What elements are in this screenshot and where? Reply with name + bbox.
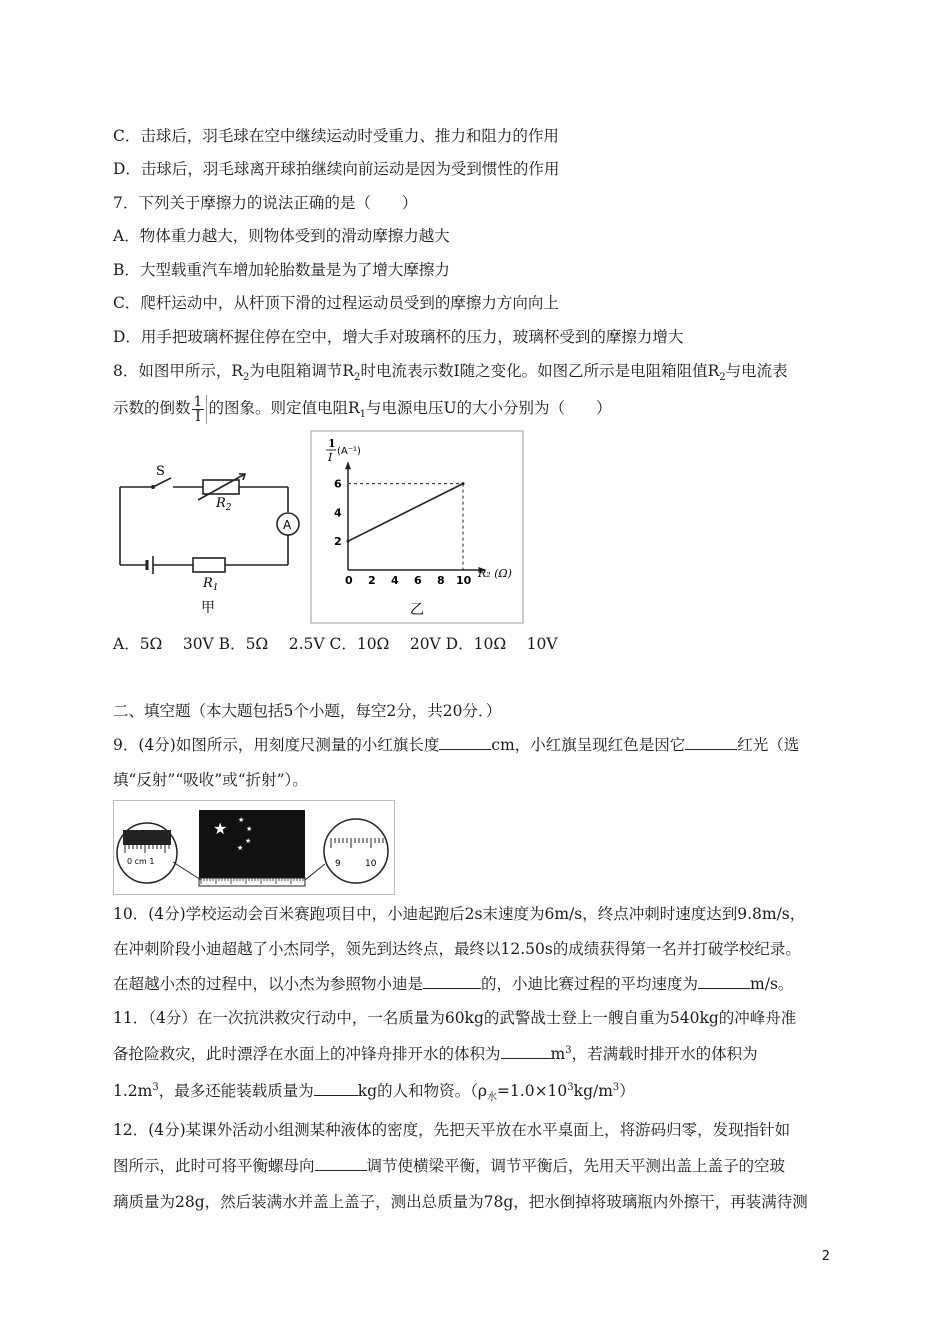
fraction-numerator: 1 [193, 393, 203, 410]
flag-small-star-4: ★ [237, 844, 244, 852]
r2-label-sub: 2 [225, 503, 232, 513]
q9-blank-1[interactable] [439, 735, 491, 750]
data-point-1 [462, 482, 465, 485]
q11-line3-sub: 水 [486, 1092, 497, 1104]
r1-label-letter: R [203, 576, 213, 591]
r1-label-sub: 1 [212, 583, 219, 593]
q10-line1: 10．(4分)学校运动会百米赛跑项目中，小迪起跑后2s末速度为6m/s，终点冲刺时速度达到9.8m/s， [113, 905, 806, 923]
flag-ruler-figure [113, 800, 395, 895]
q10-blank-1[interactable] [423, 974, 481, 989]
flag-small-star-1: ★ [238, 816, 245, 824]
right-magnifier-label-9: 9 [335, 859, 341, 869]
circuit-caption: 甲 [201, 600, 215, 616]
ammeter-label: A [283, 518, 292, 532]
q11-line3-text-d: =1.0×10 [496, 1082, 568, 1100]
x-tick-label-4: 4 [391, 574, 399, 587]
q7-stem: 7．下列关于摩擦力的说法正确的是（ ） [113, 194, 418, 212]
q7-option-a: A．物体重力越大，则物体受到的滑动摩擦力越大 [113, 227, 450, 245]
circuit-diagram [113, 432, 303, 622]
q10-text-b: 的，小迪比赛过程的平均速度为 [481, 975, 699, 993]
page-number: 2 [821, 1249, 830, 1264]
q8-line2-text-a: 示数的倒数 [113, 399, 191, 417]
q11-line3-text-b: ，最多还能装载质量为 [158, 1082, 314, 1100]
q11-line2-text-a: 备抢险救灾，此时漂浮在水面上的冲锋舟排开水的体积为 [113, 1045, 501, 1063]
q10-line3 [113, 974, 793, 994]
q8-sub-c: 2 [719, 372, 726, 384]
graph-caption: 乙 [410, 602, 424, 618]
q12-text-a: 图所示，此时可将平衡螺母向 [113, 1157, 315, 1175]
q8-text-b: 为电阻箱调节R [249, 362, 355, 380]
q11-line2 [113, 1044, 758, 1064]
q11-line3 [113, 1081, 635, 1104]
q11-line1: 11．（4分）在一次抗洪救灾行动中，一名质量为60kg的武警战士登上一艘自重为540kg的冲峰舟准 [113, 1009, 797, 1027]
q10-blank-2[interactable] [698, 974, 750, 989]
q11-line2-text-c: ，若满载时排开水的体积为 [571, 1045, 758, 1063]
q8-text-c: 时电流表示数I随之变化。如图乙所示是电阻箱阻值R [360, 362, 720, 380]
q9-text-a: 9．(4分)如图所示，用刻度尺测量的小红旗长度 [113, 736, 440, 754]
flag-small-star-2: ★ [246, 825, 253, 833]
q6-option-c: C．击球后，羽毛球在空中继续运动时受重力、推力和阻力的作用 [113, 127, 559, 145]
q12-text-b: 调节使横梁平衡，调节平衡后，先用天平测出盖上盖子的空玻 [366, 1157, 786, 1175]
switch-pivot [151, 485, 155, 489]
section-2-heading: 二、填空题（本大题包括5个小题，每空2分，共20分．） [113, 702, 502, 720]
q9-line2: 填“反射”“吸收”或“折射”）。 [113, 771, 308, 789]
switch-label: S [156, 464, 165, 479]
resistance-graph [310, 430, 525, 625]
q8-line2-text-b: 的图象。则定值电阻R [208, 399, 360, 417]
q8-text-d: 与电流表 [725, 362, 788, 380]
q12-blank-1[interactable] [315, 1156, 367, 1171]
q8-line2-text-c: 与电源电压U的大小分别为（ ） [365, 399, 612, 417]
q11-line2-text-b: m [550, 1045, 566, 1063]
x-tick-label-2: 2 [368, 574, 376, 587]
q12-line3: 璃质量为28g，然后装满水并盖上盖子，测出总质量为78g，把水倒掉将玻璃瓶内外擦干，再装满待测 [113, 1193, 808, 1211]
right-magnifier-label-10: 10 [365, 859, 377, 869]
left-magnifier-flag-edge [123, 830, 171, 845]
q8-stem-line2 [113, 392, 612, 424]
x-tick-label-10: 10 [456, 574, 472, 587]
r1-label [202, 576, 219, 593]
q8-line2-sub: 1 [359, 409, 366, 421]
y-unit-label: (A⁻¹) [337, 446, 361, 457]
q7-option-c: C．爬杆运动中，从杆顶下滑的过程运动员受到的摩擦力方向向上 [113, 294, 559, 312]
x-tick-label-8: 8 [437, 574, 445, 587]
q11-line3-sup-2: 3 [567, 1081, 574, 1093]
y-tick-label-2: 2 [334, 535, 342, 549]
q11-line2-sup: 3 [565, 1044, 572, 1056]
q9-blank-2[interactable] [685, 735, 737, 750]
x-tick-label-0: 0 [345, 574, 353, 587]
y-tick-label-4: 4 [334, 506, 342, 520]
y-tick-label-6: 6 [334, 477, 342, 491]
fraction-denominator: I [195, 408, 201, 425]
q8-sub-a: 2 [243, 372, 250, 384]
q9-text-c: 红光（选 [737, 736, 800, 754]
flag-small-star-3: ★ [245, 837, 252, 845]
q11-line3-text-e: kg/m [573, 1082, 613, 1100]
y-label-numerator: 1 [328, 437, 336, 450]
q6-option-d: D．击球后，羽毛球离开球拍继续向前运动是因为受到惯性的作用 [113, 160, 560, 178]
q7-option-d: D．用手把玻璃杯握住停在空中，增大手对玻璃杯的压力，玻璃杯受到的摩擦力增大 [113, 328, 684, 346]
q11-line3-sup-3: 3 [612, 1081, 620, 1093]
flag-big-star: ★ [213, 819, 228, 838]
q9-text-b: cm，小红旗呈现红色是因它 [491, 736, 686, 754]
x-axis-label: R₂ (Ω) [478, 567, 512, 580]
q10-text-c: m/s。 [750, 975, 794, 993]
r2-label [215, 496, 232, 513]
q8-stem-line1 [113, 361, 788, 384]
q12-line1: 12．(4分)某课外活动小组测某种液体的密度，先把天平放在水平桌面上，将游码归零，发现指针如 [113, 1121, 791, 1139]
q11-line3-text-a: 1.2m [113, 1082, 153, 1100]
q8-sub-b: 2 [354, 372, 361, 384]
q11-line3-sup-1: 3 [152, 1081, 159, 1093]
q10-text-a: 在超越小杰的过程中，以小杰为参照物小迪是 [113, 975, 424, 993]
r2-label-letter: R [216, 496, 226, 511]
q8-options: A．5Ω 30V B．5Ω 2.5V C．10Ω 20V D．10Ω 10V [113, 635, 558, 653]
q10-line2: 在冲刺阶段小迪超越了小杰同学，领先到达终点，最终以12.50s的成绩获得第一名并打破学校纪录。 [113, 940, 801, 958]
q9-line1 [113, 735, 799, 755]
right-magnifier [324, 819, 388, 883]
q11-blank-2[interactable] [314, 1081, 358, 1096]
series-line [348, 484, 463, 542]
q8-text-a: 8．如图甲所示，R [113, 362, 244, 380]
q12-line2 [113, 1156, 785, 1176]
y-label-denominator: I [328, 451, 333, 464]
q11-line3-text-f: ） [619, 1082, 635, 1100]
left-magnifier-label: 0 cm 1 [127, 857, 155, 866]
data-point-0 [347, 540, 350, 543]
x-tick-label-6: 6 [414, 574, 422, 587]
fraction-one-over-i [192, 395, 208, 424]
q7-option-b: B．大型载重汽车增加轮胎数量是为了增大摩擦力 [113, 261, 450, 279]
q11-line3-text-c: kg的人和物资。（ρ [357, 1082, 487, 1100]
y-axis-arrow [345, 461, 351, 469]
graph-layer [334, 461, 487, 587]
graph-frame [311, 431, 523, 623]
q11-blank-1[interactable] [501, 1044, 551, 1059]
